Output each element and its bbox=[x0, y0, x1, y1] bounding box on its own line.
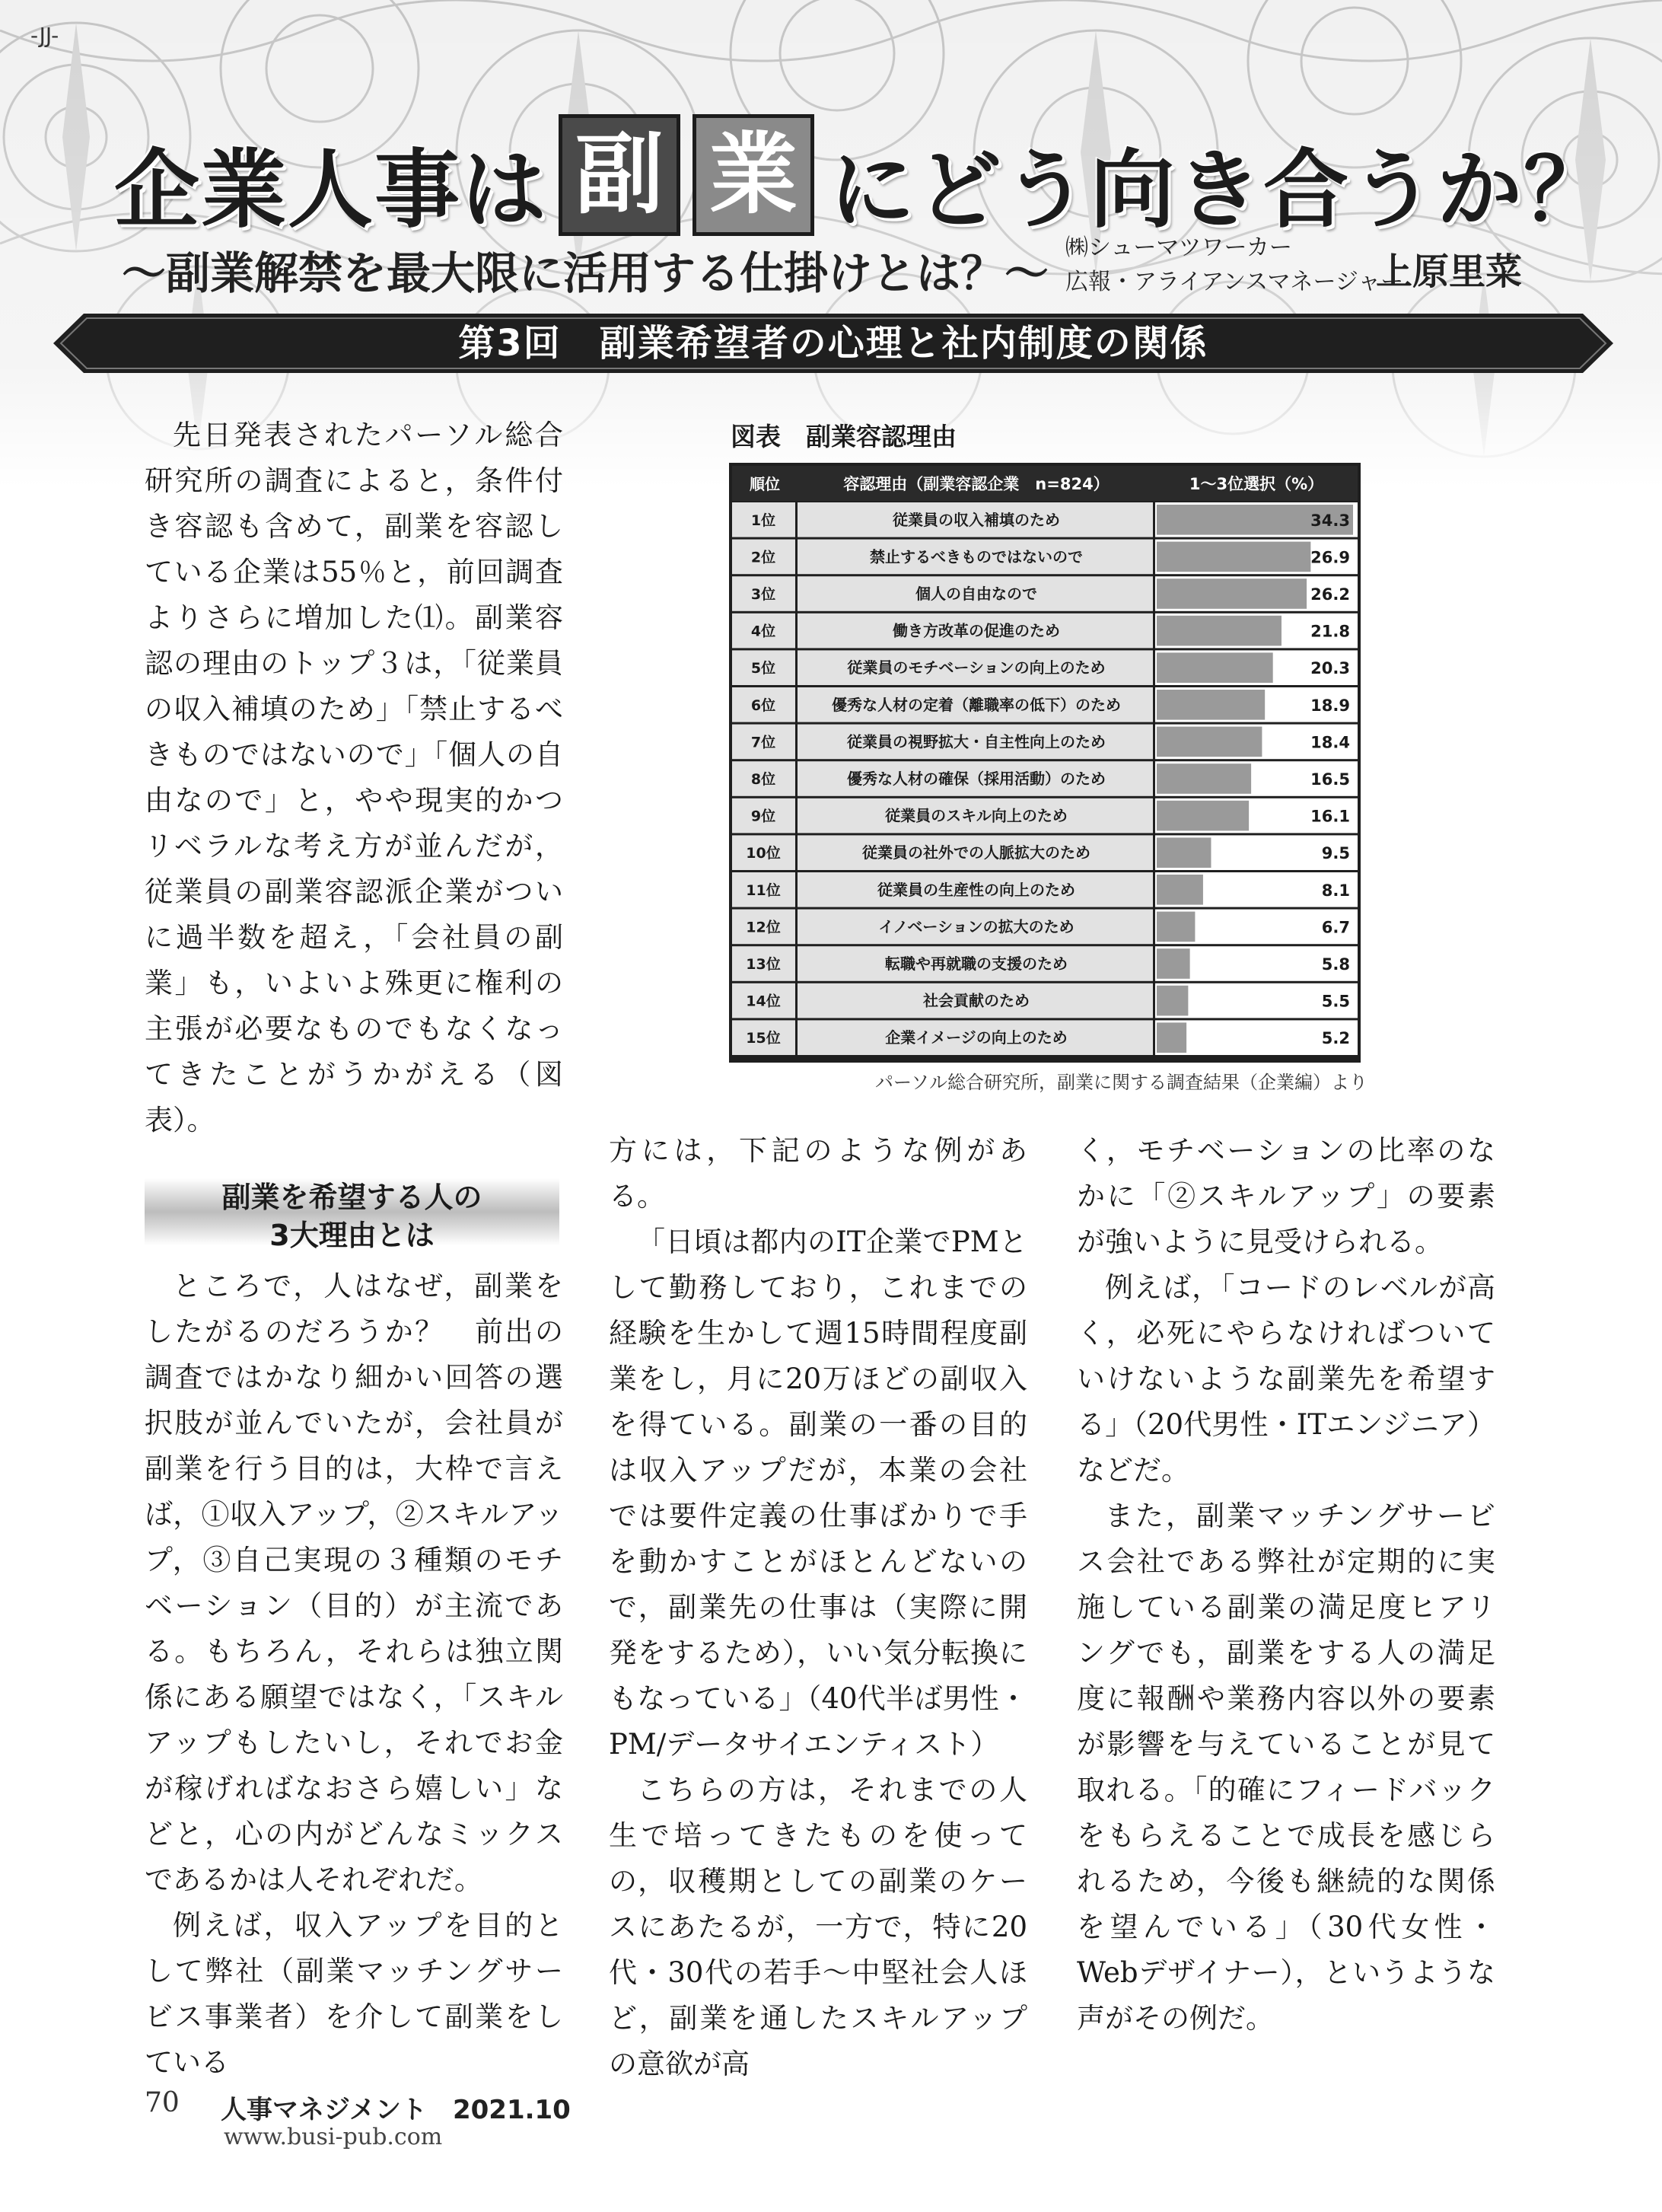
section-heading bbox=[145, 1178, 559, 1252]
chart-rank-label: 11位 bbox=[746, 881, 781, 899]
chart-source: パーソル総合研究所，副業に関する調査結果（企業編）より bbox=[875, 1072, 1368, 1093]
chart-category-label: 優秀な人材の定着（離職率の低下）のため bbox=[832, 695, 1121, 714]
chart-bar bbox=[1157, 912, 1195, 942]
chart-value-label: 6.7 bbox=[1321, 918, 1350, 937]
chart-category-label: 従業員の生産性の向上のため bbox=[877, 880, 1075, 899]
title-after: にどう向き合うか？ bbox=[829, 141, 1610, 240]
author-name: 上原里菜 bbox=[1376, 250, 1523, 293]
column-3-body bbox=[1077, 1128, 1495, 2041]
col2-paragraph-1: 方には，下記のような例がある。 bbox=[609, 1134, 1027, 1213]
chart-bar bbox=[1157, 1022, 1186, 1053]
section-heading-line-1: 副業を希望する人の bbox=[221, 1181, 482, 1214]
chart-bar bbox=[1157, 763, 1251, 794]
chart-value-label: 26.2 bbox=[1310, 585, 1350, 604]
chart-rank-label: 8位 bbox=[750, 771, 776, 788]
title-box-2: 業 bbox=[692, 114, 814, 236]
chart-bar bbox=[1157, 986, 1188, 1016]
chart-value-label: 34.3 bbox=[1310, 511, 1350, 530]
page-number: 70 bbox=[145, 2087, 180, 2118]
chart-category-label: イノベーションの拡大のため bbox=[878, 917, 1075, 936]
col3-paragraph-2: 例えば，「コードのレベルが高く，必死にやらなければついていけないような副業先を希望する」（20代男性・ITエンジニア）などだ。 bbox=[1077, 1271, 1495, 1487]
chart-bar bbox=[1157, 578, 1307, 609]
author-company: ㈱シューマツワーカー bbox=[1065, 234, 1292, 261]
chart-bar bbox=[1157, 616, 1282, 646]
banner-text: 第3回 副業希望者の心理と社内制度の関係 bbox=[458, 322, 1208, 365]
chart-value-label: 5.8 bbox=[1321, 955, 1350, 974]
chart-rank-label: 7位 bbox=[750, 734, 776, 751]
col1-paragraph-1: ところで，人はなぜ，副業をしたがるのだろうか？ 前出の調査ではかなり細かい回答の選択肢が並んでいたが，会社員が副業を行う目的は，大枠で言えば，①収入アップ，②スキルアップ，③自己実現の３種類のモチベーション（目的）が主流である。もちろん，それらは独立関係にある願望ではなく，「スキルアップもしたいし，それでお金が稼げればなおさら嬉しい」などと，心の内がどんなミックスであるかは人それぞれだ。 bbox=[145, 1270, 563, 1896]
chart-bar bbox=[1157, 652, 1273, 683]
column-1-body bbox=[145, 1264, 563, 2086]
chart-value-label: 21.8 bbox=[1310, 622, 1350, 641]
chart-table bbox=[729, 463, 1361, 1063]
article-title bbox=[114, 114, 1610, 244]
chart-value-label: 18.9 bbox=[1310, 696, 1350, 715]
section-heading-line-2: 3大理由とは bbox=[269, 1219, 435, 1252]
chart-header-value: 1〜3位選択（%） bbox=[1189, 475, 1324, 493]
chart-value-label: 5.5 bbox=[1321, 992, 1350, 1011]
chart-rank-label: 3位 bbox=[750, 586, 776, 603]
chart-category-label: 転職や再就職の支援のため bbox=[885, 955, 1068, 973]
chart-bar bbox=[1157, 690, 1265, 720]
chart-header-rank: 順位 bbox=[750, 475, 780, 493]
chart-value-label: 9.5 bbox=[1321, 844, 1350, 863]
chart-bar bbox=[1157, 875, 1203, 905]
chart-category-label: 従業員のモチベーションの向上のため bbox=[847, 658, 1106, 677]
col3-paragraph-1: く，モチベーションの比率のなかに「②スキルアップ」の要素が強いように見受けられる。 bbox=[1077, 1134, 1495, 1258]
chart-rank-label: 10位 bbox=[746, 845, 781, 862]
intro-text: 先日発表されたパーソル総合研究所の調査によると，条件付き容認も含めて，副業を容認している企業は55％と，前回調査よりさらに増加した⑴。副業容認の理由のトップ３は，「従業員の収入補填のため」「禁止するべきものではないので」「個人の自由なので」と，やや現実的かつリベラルな考え方が並んだが，従業員の副業容認派企業がついに過半数を超え，「会社員の副業」も，いよいよ殊更に権利の主張が必要なものでもなくなってきたことがうかがえる（図表）。 bbox=[145, 419, 563, 1136]
title-before: 企業人事は bbox=[114, 141, 548, 240]
chart-rank-label: 1位 bbox=[750, 512, 776, 529]
chart-category-label: 禁止するべきものではないので bbox=[870, 547, 1083, 566]
magazine-title: 人事マネジメント 2021.10 bbox=[221, 2095, 571, 2125]
chart-bar bbox=[1157, 542, 1310, 572]
intro-paragraph bbox=[145, 413, 563, 1136]
chart-rank-label: 14位 bbox=[746, 993, 781, 1010]
chart-value-label: 8.1 bbox=[1321, 881, 1350, 900]
article-subtitle: 〜副業解禁を最大限に活用する仕掛けとは？〜 bbox=[122, 247, 1049, 299]
chart-category-label: 従業員の視野拡大・自主性向上のため bbox=[847, 732, 1106, 751]
chart-bar bbox=[1157, 837, 1211, 868]
series-banner bbox=[53, 314, 1613, 373]
chart-bar bbox=[1157, 727, 1262, 757]
chart-value-label: 16.5 bbox=[1310, 770, 1350, 789]
author-role: 広報・アライアンスマネージャー bbox=[1065, 269, 1404, 295]
chart-rank-label: 9位 bbox=[750, 808, 776, 825]
chart-category-label: 企業イメージの向上のため bbox=[885, 1028, 1068, 1047]
chart-rank-label: 2位 bbox=[750, 549, 776, 566]
chart-rank-label: 15位 bbox=[746, 1030, 781, 1047]
chart-category-label: 従業員の社外での人脈拡大のため bbox=[862, 843, 1090, 862]
column-2-body bbox=[609, 1128, 1027, 2087]
chart-category-label: 個人の自由なので bbox=[915, 585, 1037, 603]
publisher-url[interactable]: www.busi-pub.com bbox=[224, 2124, 443, 2150]
chart-value-label: 20.3 bbox=[1310, 659, 1350, 678]
chart-value-label: 16.1 bbox=[1310, 807, 1350, 826]
col1-paragraph-2: 例えば，収入アップを目的として弊社（副業マッチングサービス事業者）を介して副業をしている bbox=[145, 1909, 563, 2079]
chart-category-label: 働き方改革の促進のため bbox=[893, 621, 1060, 640]
chart-rank-label: 13位 bbox=[746, 956, 781, 973]
chart-bar bbox=[1157, 801, 1249, 831]
col2-paragraph-3: こちらの方は，それまでの人生で培ってきたものを使っての，収穫期としての副業のケースにあたるが，一方で，特に20代・30代の若手〜中堅社会人ほど，副業を通したスキルアップの意欲が高 bbox=[609, 1774, 1027, 2080]
col2-paragraph-2: 「日頃は都内のIT企業でPMとして勤務しており，これまでの経験を生かして週15時間程度副業をし，月に20万ほどの副収入を得ている。副業の一番の目的は収入アップだが，本業の会社では要件定義の仕事ばかりで手を動かすことがほとんどないので，副業先の仕事は（実際に開発をするため），いい気分転換にもなっている」（40代半ば男性・PM/データサイエンティスト） bbox=[609, 1226, 1027, 1761]
chart-category-label: 優秀な人材の確保（採用活動）のため bbox=[847, 770, 1106, 788]
chart-header-reason: 容認理由（副業容認企業 n=824） bbox=[843, 475, 1110, 493]
chart-rank-label: 12位 bbox=[746, 919, 781, 936]
chart-rank-label: 6位 bbox=[750, 696, 776, 714]
col3-paragraph-3: また，副業マッチングサービス会社である弊社が定期的に実施している副業の満足度ヒアリングでも，副業をする人の満足度に報酬や業務内容以外の要素が影響を与えていることが見て取れる。「的確にフィードバックをもらえることで成長を感じられるため，今後も継続的な関係を望んでいる」（30代女性・Webデザイナー），というような声がその例だ。 bbox=[1077, 1500, 1495, 2035]
chart-rank-label: 5位 bbox=[750, 660, 776, 677]
chart-rank-label: 4位 bbox=[750, 623, 776, 640]
chart-category-label: 社会貢献のため bbox=[923, 991, 1030, 1010]
chart-value-label: 5.2 bbox=[1321, 1029, 1350, 1048]
page-code: -JJ- bbox=[30, 23, 59, 48]
chart-value-label: 18.4 bbox=[1310, 733, 1350, 752]
chart-category-label: 従業員の収入補填のため bbox=[893, 510, 1060, 529]
chart-category-label: 従業員のスキル向上のため bbox=[885, 806, 1068, 825]
chart-title: 図表 副業容認理由 bbox=[731, 422, 957, 451]
chart-bar bbox=[1157, 948, 1190, 979]
chart-value-label: 26.9 bbox=[1310, 548, 1350, 567]
chart-svg bbox=[729, 463, 1361, 1063]
title-box-1: 副 bbox=[559, 114, 680, 236]
